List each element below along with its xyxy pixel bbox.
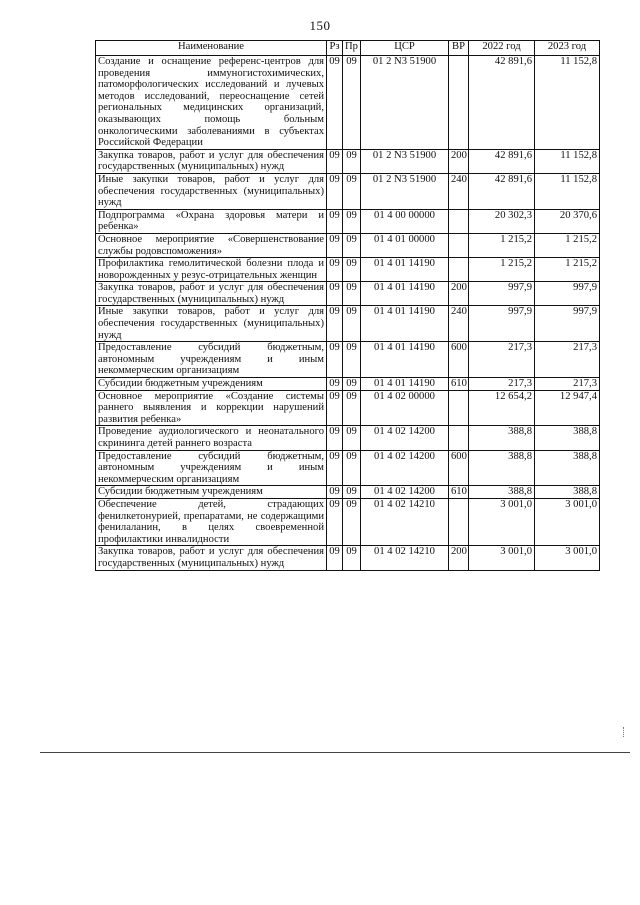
row-csr: 01 4 01 14190 bbox=[361, 342, 449, 378]
row-amount-2022: 388,8 bbox=[469, 426, 535, 450]
row-csr: 01 4 01 14190 bbox=[361, 282, 449, 306]
row-csr: 01 2 N3 51900 bbox=[361, 56, 449, 150]
page-number: 150 bbox=[309, 18, 331, 33]
row-amount-2023: 388,8 bbox=[535, 450, 600, 486]
row-name: Иные закупки товаров, работ и услуг для обеспечения государственных (муниципальных) нужд bbox=[96, 306, 327, 342]
footer-rule bbox=[40, 752, 630, 753]
row-pr: 09 bbox=[343, 258, 361, 282]
row-name: Предоставление субсидий бюджетным, автономным учреждениям и иным некоммерческим организациям bbox=[96, 342, 327, 378]
row-amount-2023: 997,9 bbox=[535, 306, 600, 342]
row-name: Закупка товаров, работ и услуг для обеспечения государственных (муниципальных) нужд bbox=[96, 546, 327, 570]
row-vr: 600 bbox=[449, 342, 469, 378]
table-row bbox=[96, 282, 600, 306]
row-csr: 01 4 02 14200 bbox=[361, 486, 449, 499]
row-rz: 09 bbox=[327, 426, 343, 450]
row-amount-2023: 388,8 bbox=[535, 486, 600, 499]
row-rz: 09 bbox=[327, 258, 343, 282]
row-name: Закупка товаров, работ и услуг для обеспечения государственных (муниципальных) нужд bbox=[96, 282, 327, 306]
row-amount-2022: 1 215,2 bbox=[469, 258, 535, 282]
scan-edge-mark bbox=[623, 727, 625, 737]
row-vr: 200 bbox=[449, 149, 469, 173]
row-csr: 01 4 02 14200 bbox=[361, 450, 449, 486]
row-rz: 09 bbox=[327, 498, 343, 545]
row-name: Иные закупки товаров, работ и услуг для обеспечения государственных (муниципальных) нужд bbox=[96, 173, 327, 209]
row-vr bbox=[449, 426, 469, 450]
row-amount-2023: 1 215,2 bbox=[535, 233, 600, 257]
row-pr: 09 bbox=[343, 486, 361, 499]
row-amount-2023: 3 001,0 bbox=[535, 498, 600, 545]
row-name: Субсидии бюджетным учреждениям bbox=[96, 378, 327, 391]
table-row bbox=[96, 149, 600, 173]
row-rz: 09 bbox=[327, 173, 343, 209]
column-header-csr: ЦСР bbox=[361, 41, 449, 56]
row-vr bbox=[449, 390, 469, 426]
row-amount-2023: 20 370,6 bbox=[535, 209, 600, 233]
row-pr: 09 bbox=[343, 450, 361, 486]
row-amount-2022: 217,3 bbox=[469, 378, 535, 391]
row-pr: 09 bbox=[343, 378, 361, 391]
row-name: Подпрограмма «Охрана здоровья матери и ребенка» bbox=[96, 209, 327, 233]
row-pr: 09 bbox=[343, 233, 361, 257]
table-header-row bbox=[96, 41, 600, 56]
row-pr: 09 bbox=[343, 342, 361, 378]
row-vr: 200 bbox=[449, 546, 469, 570]
row-amount-2023: 997,9 bbox=[535, 282, 600, 306]
table-row bbox=[96, 56, 600, 150]
row-csr: 01 4 01 14190 bbox=[361, 306, 449, 342]
row-amount-2022: 388,8 bbox=[469, 450, 535, 486]
row-amount-2022: 20 302,3 bbox=[469, 209, 535, 233]
table-row bbox=[96, 426, 600, 450]
table-row bbox=[96, 486, 600, 499]
row-amount-2023: 11 152,8 bbox=[535, 149, 600, 173]
row-rz: 09 bbox=[327, 486, 343, 499]
table-body bbox=[96, 56, 600, 571]
row-csr: 01 4 02 00000 bbox=[361, 390, 449, 426]
row-amount-2022: 12 654,2 bbox=[469, 390, 535, 426]
table-row bbox=[96, 258, 600, 282]
column-header-pr: Пр bbox=[343, 41, 361, 56]
row-pr: 09 bbox=[343, 149, 361, 173]
row-amount-2023: 388,8 bbox=[535, 426, 600, 450]
column-header-rz: Рз bbox=[327, 41, 343, 56]
row-amount-2022: 997,9 bbox=[469, 282, 535, 306]
row-amount-2023: 12 947,4 bbox=[535, 390, 600, 426]
table-row bbox=[96, 173, 600, 209]
row-amount-2022: 42 891,6 bbox=[469, 149, 535, 173]
row-csr: 01 4 01 00000 bbox=[361, 233, 449, 257]
row-pr: 09 bbox=[343, 498, 361, 545]
row-csr: 01 4 01 14190 bbox=[361, 378, 449, 391]
row-name: Создание и оснащение референс-центров для проведения иммуногистохимических, патоморфологических исследований и лучевых методов исследований, переоснащение сетей региональных медицинских организаций, оказывающих помощь больным онкологическими заболеваниями в субъектах Российской Федерации bbox=[96, 56, 327, 150]
table-row bbox=[96, 209, 600, 233]
row-csr: 01 2 N3 51900 bbox=[361, 149, 449, 173]
row-amount-2022: 42 891,6 bbox=[469, 173, 535, 209]
row-vr bbox=[449, 233, 469, 257]
row-csr: 01 4 02 14210 bbox=[361, 498, 449, 545]
row-pr: 09 bbox=[343, 306, 361, 342]
row-amount-2023: 1 215,2 bbox=[535, 258, 600, 282]
table-row bbox=[96, 342, 600, 378]
budget-table bbox=[95, 40, 600, 571]
row-rz: 09 bbox=[327, 390, 343, 426]
row-amount-2023: 11 152,8 bbox=[535, 56, 600, 150]
row-vr: 240 bbox=[449, 173, 469, 209]
row-amount-2022: 388,8 bbox=[469, 486, 535, 499]
row-pr: 09 bbox=[343, 390, 361, 426]
row-csr: 01 4 01 14190 bbox=[361, 258, 449, 282]
row-vr bbox=[449, 209, 469, 233]
table-row bbox=[96, 378, 600, 391]
row-csr: 01 4 00 00000 bbox=[361, 209, 449, 233]
row-vr bbox=[449, 56, 469, 150]
row-amount-2022: 42 891,6 bbox=[469, 56, 535, 150]
table-row bbox=[96, 390, 600, 426]
row-name: Субсидии бюджетным учреждениям bbox=[96, 486, 327, 499]
row-vr: 240 bbox=[449, 306, 469, 342]
row-pr: 09 bbox=[343, 173, 361, 209]
row-rz: 09 bbox=[327, 282, 343, 306]
table-row bbox=[96, 306, 600, 342]
column-header-2023: 2023 год bbox=[535, 41, 600, 56]
row-csr: 01 4 02 14200 bbox=[361, 426, 449, 450]
row-name: Предоставление субсидий бюджетным, автономным учреждениям и иным некоммерческим организациям bbox=[96, 450, 327, 486]
row-name: Основное мероприятие «Создание системы раннего выявления и коррекции нарушений развития ребенка» bbox=[96, 390, 327, 426]
row-amount-2022: 3 001,0 bbox=[469, 498, 535, 545]
row-name: Профилактика гемолитической болезни плода и новорожденных у резус-отрицательных женщин bbox=[96, 258, 327, 282]
table-row bbox=[96, 233, 600, 257]
column-header-2022: 2022 год bbox=[469, 41, 535, 56]
row-amount-2022: 3 001,0 bbox=[469, 546, 535, 570]
row-rz: 09 bbox=[327, 233, 343, 257]
row-vr bbox=[449, 498, 469, 545]
row-pr: 09 bbox=[343, 56, 361, 150]
row-amount-2023: 11 152,8 bbox=[535, 173, 600, 209]
row-pr: 09 bbox=[343, 546, 361, 570]
row-rz: 09 bbox=[327, 56, 343, 150]
row-csr: 01 2 N3 51900 bbox=[361, 173, 449, 209]
row-amount-2023: 3 001,0 bbox=[535, 546, 600, 570]
row-vr: 600 bbox=[449, 450, 469, 486]
column-header-name: Наименование bbox=[96, 41, 327, 56]
row-rz: 09 bbox=[327, 342, 343, 378]
row-rz: 09 bbox=[327, 149, 343, 173]
row-pr: 09 bbox=[343, 209, 361, 233]
row-rz: 09 bbox=[327, 378, 343, 391]
row-rz: 09 bbox=[327, 450, 343, 486]
row-vr: 200 bbox=[449, 282, 469, 306]
row-name: Проведение аудиологического и неонатального скрининга детей раннего возраста bbox=[96, 426, 327, 450]
table-row bbox=[96, 546, 600, 570]
row-vr: 610 bbox=[449, 378, 469, 391]
row-vr bbox=[449, 258, 469, 282]
row-amount-2022: 997,9 bbox=[469, 306, 535, 342]
row-amount-2022: 1 215,2 bbox=[469, 233, 535, 257]
row-pr: 09 bbox=[343, 426, 361, 450]
table-row bbox=[96, 498, 600, 545]
row-amount-2023: 217,3 bbox=[535, 378, 600, 391]
row-pr: 09 bbox=[343, 282, 361, 306]
row-name: Обеспечение детей, страдающих фенилкетонурией, препаратами, не содержащими фенилаланин, в целях своевременной профилактики инвалидности bbox=[96, 498, 327, 545]
row-vr: 610 bbox=[449, 486, 469, 499]
row-csr: 01 4 02 14210 bbox=[361, 546, 449, 570]
table-row bbox=[96, 450, 600, 486]
row-rz: 09 bbox=[327, 306, 343, 342]
row-name: Закупка товаров, работ и услуг для обеспечения государственных (муниципальных) нужд bbox=[96, 149, 327, 173]
row-amount-2022: 217,3 bbox=[469, 342, 535, 378]
row-amount-2023: 217,3 bbox=[535, 342, 600, 378]
row-name: Основное мероприятие «Совершенствование службы родовспоможения» bbox=[96, 233, 327, 257]
row-rz: 09 bbox=[327, 209, 343, 233]
row-rz: 09 bbox=[327, 546, 343, 570]
column-header-vr: ВР bbox=[449, 41, 469, 56]
